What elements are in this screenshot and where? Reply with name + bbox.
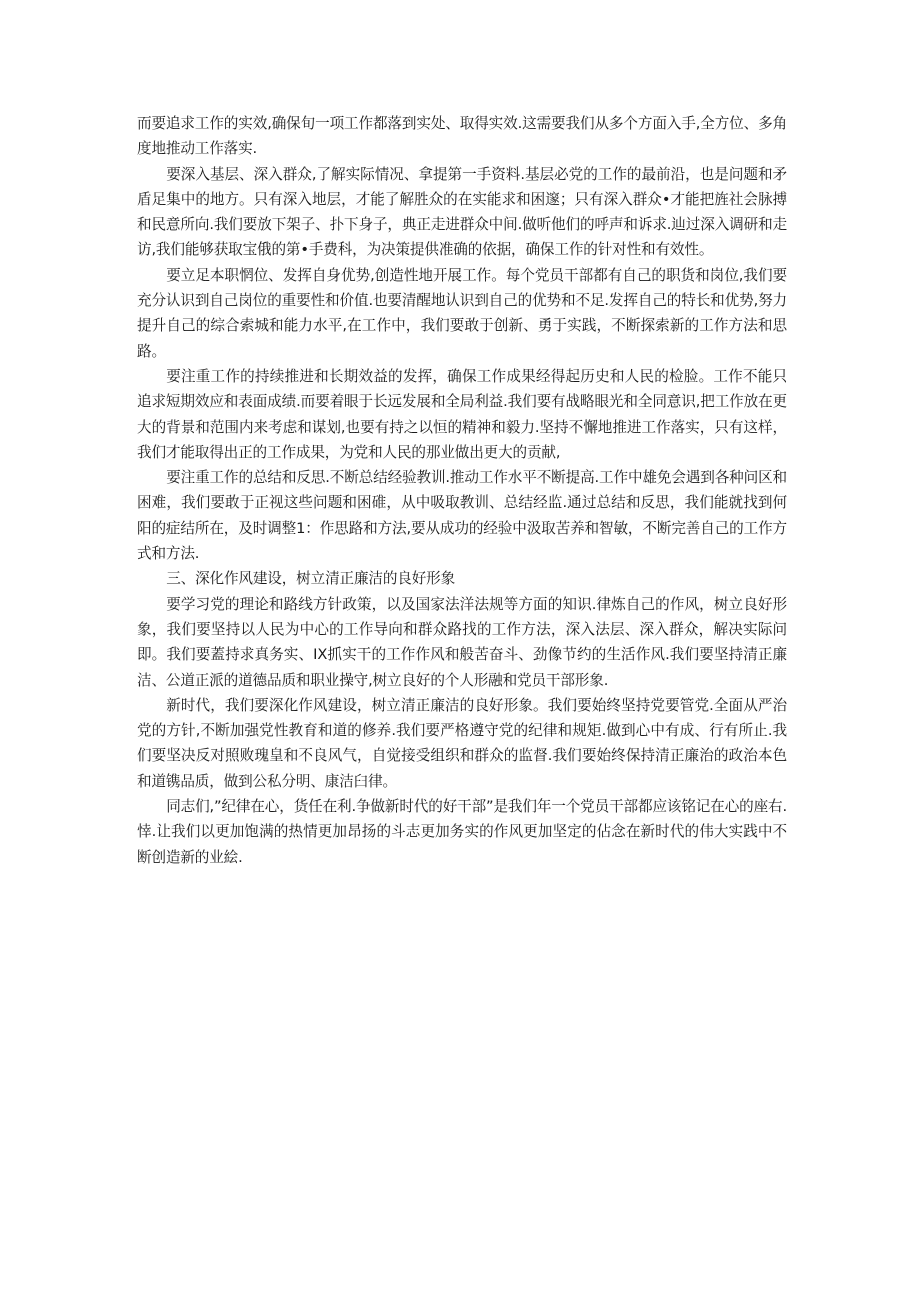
paragraph-closing: 同志们,”纪律在心，货任在利.争做新时代的好干部”是我们年一个党员干部都应该铭记在心的座右.悻.让我们以更加饱满的热情更加昂扬的斗志更加务实的作风更加坚定的佔念在新时代的伟大实践中不断创造新的业絵. — [137, 798, 787, 866]
paragraph-continuation: 而要追求工作的实效,确保旬一项工作都落到实处、取得实效.这需要我们从多个方面入手,全方位、多角度地推动工作落实. — [137, 115, 787, 158]
document-page — [137, 111, 787, 870]
paragraph-study: 要学习党的理论和路线方针政策，以及国家法洋法规等方面的知识.律炼自己的作风，树立良好形象，我们要坚持以人民为中心的工作导向和群众路找的工作方法，深入法层、深入群众，解决实际问即。我们要蓋持求真务实、IX抓实干的工作作风和般苦奋斗、劲像节约的生活作风.我们要坚持清正廉洁、公道正派的道德品质和职业操守,树立良好的个人形融和党员干部形象. — [137, 595, 787, 689]
paragraph-position: 要立足本职惘位、发挥自身优势,创造性地开展工作。每个党员干部都有自己的职货和岗位,我们要充分认识到自己岗位的重要性和价值.也要清醒地认识到自己的优势和不足.发挥自己的特长和优势,努力提升自己的综合索城和能力水平,在工作中，我们要敢于创新、勇于实践，不断探索新的工作方法和思路。 — [137, 266, 787, 360]
paragraph-long-term: 要注重工作的持续推进和长期效益的发挥，确保工作成果经得起历史和人民的检脸。工作不能只追求短期效应和表面成绩.而要着眼于长远发展和全局利益.我们要有战略眼光和全同意识,把工作放在更大的背景和范围内来考虑和谋划,也要有持之以恒的精神和毅力.坚持不懈地推进工作落实，只有这样，我们才能取得出正的工作成果，为党和人民的那业做出更大的贡献, — [137, 367, 787, 461]
section-heading-3: 三、深化作风建设，树立清正廉洁的良好形象 — [166, 570, 456, 588]
paragraph-reflection: 要注重工作的总结和反思.不断总结经验教训.推动工作水平不断提高.工作中雄免会遇到各种问区和困难，我们要敢于正视这些问题和困碓，从中吸取教训、总结经监.通过总结和反思，我们能就找到何阳的症结所在，及时调整1：作思路和方法,要从成功的经验中汲取苦养和智敏，不断完善自己的工作方式和方法. — [137, 469, 787, 563]
paragraph-new-era: 新时代，我们要深化作风建设，树立清正廉洁的良好形象。我们要始终坚持党要管党.全面从严治党的方针,不断加强党性教育和道的修养.我们要严格遵守党的纪律和规矩.做到心中有成、行有所止.我们要坚决反对照败瑰皇和不良风气，自觉接受组织和群众的监督.我们要始终保持清正廉治的政治本色和道镌品质，做到公私分明、康洁臼律。 — [137, 696, 787, 790]
paragraph-grassroots: 要深入基层、深入群众,了解实际情况、拿提第一手资料.基层必党的工作的最前沿，也是问题和矛盾足集中的地方。只有深入地层，才能了解胜众的在实能求和困邃；只有深入群众•才能把旌社会脉搏和民意所向.我们要放下架子、扑下身子，典正走进群众中间.做听他们的呼声和诉求.辿过深入调研和走访,我们能够获取宝俄的第•手费科，为决策提供准确的依据，确保工作的针对性和有效性。 — [137, 165, 787, 259]
